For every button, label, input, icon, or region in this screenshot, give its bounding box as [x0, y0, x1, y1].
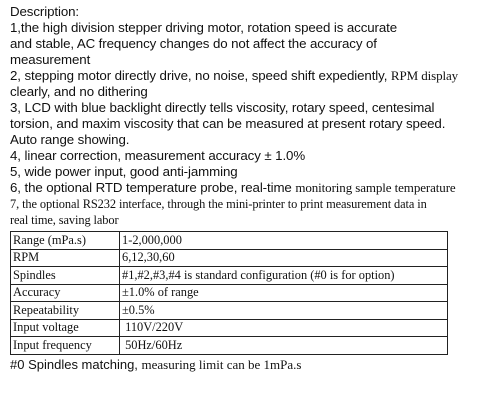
specs-table — [10, 231, 448, 355]
table-row — [11, 249, 448, 267]
description-line — [10, 100, 496, 116]
description-line-text: 3, LCD with blue backlight directly tells viscosity, rotary speed, centesimal — [10, 100, 435, 115]
spec-value: ±0.5% — [120, 302, 448, 320]
description-line-text: measurement — [10, 52, 91, 67]
spec-label: Spindles — [11, 267, 120, 285]
description-line-text: Auto range showing. — [10, 132, 130, 147]
spec-label: Repeatability — [11, 302, 120, 320]
description-line — [10, 68, 496, 84]
spec-value: 50Hz/60Hz — [120, 337, 448, 355]
description-line-text: 6, the optional RTD temperature probe, real-time — [10, 180, 296, 195]
table-row — [11, 232, 448, 250]
table-row — [11, 267, 448, 285]
description-line — [10, 36, 496, 52]
description-line-text: 4, linear correction, measurement accuracy ± 1.0% — [10, 148, 306, 163]
description-line — [10, 164, 496, 180]
description-line-text: torsion, and maxim viscosity that can be measured at present rotary speed. — [10, 116, 446, 131]
spec-value: 6,12,30,60 — [120, 249, 448, 267]
footnote-lead: #0 Spindles matching, — [10, 356, 142, 372]
spec-label: Input frequency — [11, 337, 120, 355]
description-line-text: RPM display — [390, 68, 459, 83]
spec-label: Range (mPa.s) — [11, 232, 120, 250]
description-line-text: 5, wide power input, good anti-jamming — [10, 164, 238, 179]
table-row — [11, 319, 448, 337]
spec-value: ±1.0% of range — [120, 284, 448, 302]
description-line-text: monitoring sample temperature — [295, 180, 456, 195]
description-line — [10, 84, 496, 100]
description-line-text: and stable, AC frequency changes do not affect the accuracy of — [10, 36, 377, 51]
table-row — [11, 337, 448, 355]
description-line-text: real time, saving labor — [10, 213, 119, 227]
description-line — [10, 148, 496, 164]
description-line-text: 1,the high division stepper driving motor, rotation speed is accurate — [10, 20, 398, 35]
spindle-footnote — [10, 356, 496, 373]
spec-label: RPM — [11, 249, 120, 267]
description-line — [10, 20, 496, 36]
description-line — [10, 52, 496, 68]
description-line — [10, 212, 496, 228]
table-row — [11, 302, 448, 320]
spec-value: 110V/220V — [120, 319, 448, 337]
footnote-rest: measuring limit can be 1mPa.s — [141, 356, 302, 372]
description-line-text: clearly, and no dithering — [10, 84, 148, 99]
description-line — [10, 196, 496, 212]
description-body — [10, 20, 496, 228]
spec-label: Input voltage — [11, 319, 120, 337]
description-line — [10, 116, 496, 132]
description-line — [10, 180, 496, 196]
table-row — [11, 284, 448, 302]
spec-label: Accuracy — [11, 284, 120, 302]
spec-value: 1-2,000,000 — [120, 232, 448, 250]
description-line-text: 7, the optional RS232 interface, through the mini-printer to print measurement data in — [10, 197, 427, 211]
spec-value: #1,#2,#3,#4 is standard configuration (#0 is for option) — [120, 267, 448, 285]
description-line — [10, 132, 496, 148]
spec-sheet — [10, 4, 496, 373]
description-line-text: 2, stepping motor directly drive, no noise, speed shift expediently, — [10, 68, 391, 83]
description-heading: Description: — [10, 4, 80, 19]
